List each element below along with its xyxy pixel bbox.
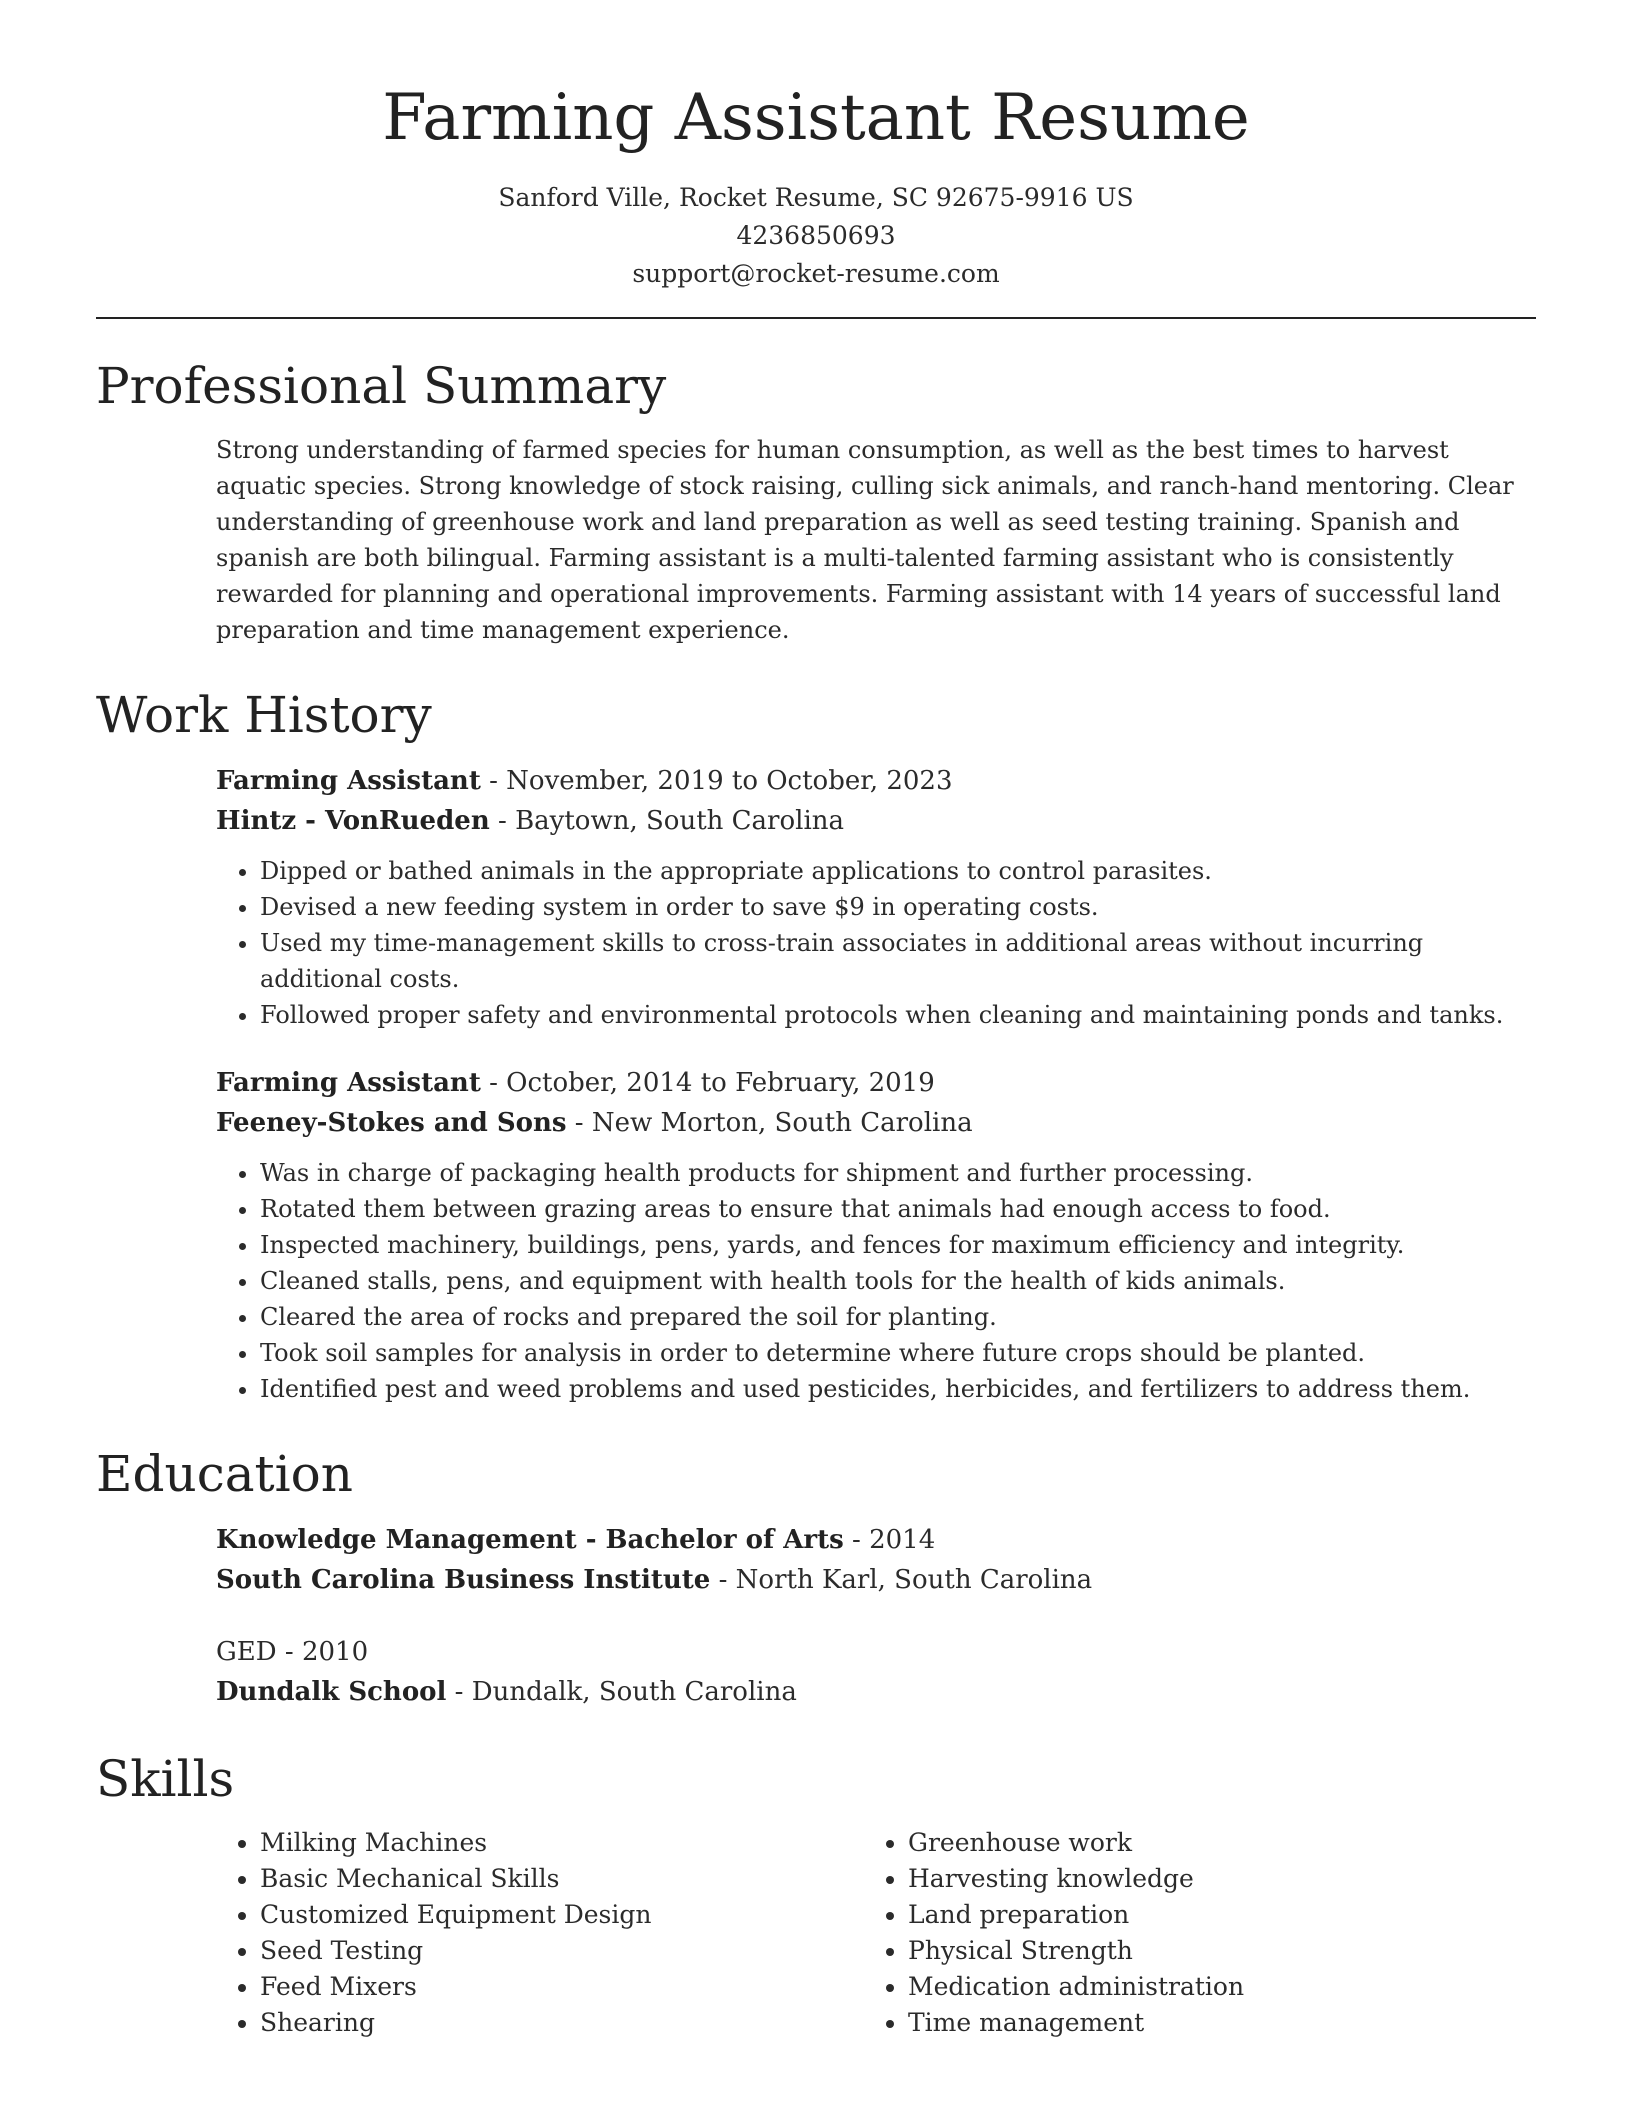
contact-address: Sanford Ville, Rocket Resume, SC 92675-9916 US [498,182,1134,212]
education-heading: Education [96,1444,353,1503]
education-school-line: Dundalk School - Dundalk, South Carolina [216,1676,797,1707]
skill-item: • Feed Mixers [260,1969,864,2005]
education-degree: GED [216,1636,277,1667]
job-role: Farming Assistant [216,765,481,796]
summary-section [216,432,1536,648]
skill-item: • Physical Strength [908,1933,1512,1969]
job-bullet: • Cleaned stalls, pens, and equipment with health tools for the health of kids animals. [260,1263,1536,1299]
job-title-line: Farming Assistant - November, 2019 to October, 2023 [216,765,953,796]
contact-email: support@rocket-resume.com [632,258,1000,288]
resume-title: Farming Assistant Resume [382,81,1250,155]
skill-item: • Land preparation [908,1897,1512,1933]
skills-section [216,1825,1536,2041]
job-title-line: Farming Assistant - October, 2014 to February, 2019 [216,1067,935,1098]
job-entry [216,1063,1536,1407]
work-history-heading: Work History [96,685,432,744]
job-company: Hintz - VonRueden [216,805,490,836]
job-location: Baytown, South Carolina [515,805,845,836]
job-company: Feeney-Stokes and Sons [216,1107,567,1138]
education-degree-line: GED - 2010 [216,1636,369,1667]
skill-item: • Basic Mechanical Skills [260,1861,864,1897]
education-school-line: South Carolina Business Institute - North Karl, South Carolina [216,1564,1093,1595]
job-bullet: • Was in charge of packaging health products for shipment and further processing. [260,1155,1536,1191]
job-bullet: • Followed proper safety and environmental protocols when cleaning and maintaining ponds and tanks. [260,997,1536,1033]
education-entry [216,1632,1536,1712]
resume-header [96,80,1536,293]
education-location: North Karl, South Carolina [735,1564,1093,1595]
job-location: New Morton, South Carolina [591,1107,973,1138]
summary-heading: Professional Summary [96,356,667,415]
education-degree-line: Knowledge Management - Bachelor of Arts - 2014 [216,1524,936,1555]
skill-item: • Customized Equipment Design [260,1897,864,1933]
header-divider [96,317,1536,319]
job-bullet: • Rotated them between grazing areas to ensure that animals had enough access to food. [260,1191,1536,1227]
skill-item: • Greenhouse work [908,1825,1512,1861]
education-section [216,1520,1536,1712]
contact-info [96,179,1536,293]
job-bullet: • Cleared the area of rocks and prepared the soil for planting. [260,1299,1536,1335]
education-school: Dundalk School [216,1676,447,1707]
education-school: South Carolina Business Institute [216,1564,711,1595]
contact-phone: 4236850693 [736,220,896,250]
skills-list-right [864,1825,1512,2041]
skill-item: • Time management [908,2005,1512,2041]
job-bullets [216,853,1536,1033]
skill-item: • Milking Machines [260,1825,864,1861]
work-history-section [216,761,1536,1407]
job-bullets [216,1155,1536,1407]
job-company-line: Hintz - VonRueden - Baytown, South Carolina [216,805,845,836]
job-bullet: • Inspected machinery, buildings, pens, yards, and fences for maximum efficiency and integrity. [260,1227,1536,1263]
job-entry [216,761,1536,1033]
skills-heading: Skills [96,1749,235,1808]
job-bullet: • Devised a new feeding system in order to save $9 in operating costs. [260,889,1536,925]
skills-list-left [216,1825,864,2041]
skill-item: • Medication administration [908,1969,1512,2005]
skill-item: • Shearing [260,2005,864,2041]
education-year: 2014 [869,1524,936,1555]
education-degree: Knowledge Management - Bachelor of Arts [216,1524,844,1555]
job-role: Farming Assistant [216,1067,481,1098]
job-dates: October, 2014 to February, 2019 [506,1067,935,1098]
job-bullet: • Dipped or bathed animals in the appropriate applications to control parasites. [260,853,1536,889]
education-location: Dundalk, South Carolina [471,1676,797,1707]
job-bullet: • Took soil samples for analysis in order to determine where future crops should be planted. [260,1335,1536,1371]
summary-text: Strong understanding of farmed species for human consumption, as well as the best times to harvest aquatic species. Strong knowledge of stock raising, culling sick animals, and ranch-hand mentoring. Clear understanding of greenhouse work and land preparation as well as seed testing training. Spanish and spanish are both bilingual. Farming assistant is a multi-talented farming assistant who is consistently rewarded for planning and operational improvements. Farming assistant with 14 years of successful land preparation and time management experience. [216,435,1514,644]
skill-item: • Seed Testing [260,1933,864,1969]
skill-item: • Harvesting knowledge [908,1861,1512,1897]
job-company-line: Feeney-Stokes and Sons - New Morton, South Carolina [216,1107,973,1138]
education-year: 2010 [301,1636,369,1667]
job-bullet: • Identified pest and weed problems and used pesticides, herbicides, and fertilizers to address them. [260,1371,1536,1407]
job-bullet: • Used my time-management skills to cross-train associates in additional areas without incurring additional costs. [260,925,1536,997]
education-entry [216,1520,1536,1600]
job-dates: November, 2019 to October, 2023 [506,765,953,796]
